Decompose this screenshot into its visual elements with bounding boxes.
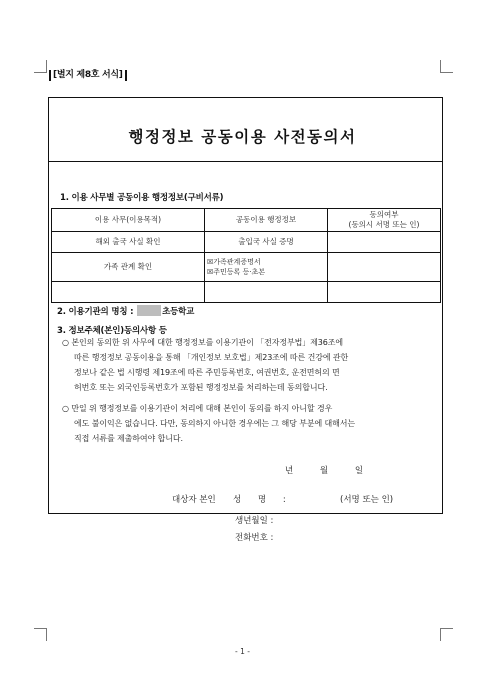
para2-line: ○ 만일 위 행정정보를 이용기관이 처리에 대해 본인이 동의를 하지 아니할 경우 — [62, 404, 333, 413]
name-label: 성 명 : — [233, 495, 286, 505]
document-title: 행정정보 공동이용 사전동의서 — [128, 128, 357, 146]
section3-heading: 3. 정보주체(본인)동의사항 등 — [57, 326, 167, 336]
table-header-row — [52, 209, 441, 232]
consent-paragraph-1 — [62, 335, 440, 395]
crop-mark-top-right — [440, 60, 453, 73]
table-row — [52, 253, 441, 282]
table-row-empty — [52, 282, 441, 303]
para2-line: 에도 불이익은 없습니다. 다만, 동의하지 아니한 경우에는 그 해당 부분에 대해서는 — [74, 419, 356, 428]
institution-label: 2. 이용기관의 명칭 : — [57, 307, 134, 317]
para2-line: 직접 서류를 제출하여야 합니다. — [74, 434, 183, 443]
crop-mark-bottom-right — [440, 628, 453, 641]
para1-line: 정보나 같은 법 시행령 제19조에 따른 주민등록번호, 여권번호, 운전면허의 면 — [74, 368, 340, 377]
header-purpose: 이용 사무(이용목적) — [52, 209, 205, 232]
date-line: 년 월 일 — [285, 466, 365, 476]
row2-document-resident-cert: ☒주민등록 등·초본 — [207, 268, 266, 276]
signature-hint: (서명 또는 인) — [340, 495, 394, 505]
row3-document-empty — [205, 282, 328, 303]
row2-document-family-cert: ☒가족관계증명서 — [207, 258, 261, 266]
row2-purpose: 가족 관계 확인 — [52, 253, 205, 282]
crop-mark-top-left — [34, 60, 47, 73]
row3-purpose-empty — [52, 282, 205, 303]
row1-purpose: 해외 출국 사실 확인 — [52, 232, 205, 253]
row1-consent-cell[interactable] — [328, 232, 441, 253]
form-label: [별지 제8호 서식] — [49, 70, 127, 81]
header-consent-line1: 동의여부 — [369, 210, 399, 219]
para1-line: 따른 행정정보 공동이용을 통해 「개인정보 보호법」제23조에 따른 건강에 관한 — [74, 353, 349, 362]
redacted-school-name — [137, 305, 161, 316]
phone-label: 전화번호 : — [235, 533, 274, 543]
institution-suffix: 초등학교 — [162, 307, 195, 317]
consent-paragraph-2 — [62, 401, 440, 446]
section2-heading — [57, 305, 194, 318]
signer-label: 대상자 본인 — [172, 495, 216, 505]
header-consent — [328, 209, 441, 232]
usage-table — [51, 208, 441, 303]
row2-documents — [205, 253, 328, 282]
row1-document: 출입국 사실 증명 — [205, 232, 328, 253]
para1-line: 허번호 또는 외국인등록번호가 포함된 행정정보를 처리하는데 동의합니다. — [74, 383, 328, 392]
para1-line: ○ 본인의 동의한 위 사무에 대한 행정정보를 이용기관이 「전자정부법」제36조에 — [62, 338, 344, 347]
section1-heading: 1. 이용 사무별 공동이용 행정정보(구비서류) — [60, 193, 224, 203]
header-shared-info: 공동이용 행정정보 — [205, 209, 328, 232]
birthdate-label: 생년월일 : — [235, 516, 274, 526]
table-row — [52, 232, 441, 253]
header-consent-line2: (동의시 서명 또는 인) — [348, 220, 420, 229]
page-number: - 1 - — [235, 647, 250, 656]
row2-consent-cell[interactable] — [328, 253, 441, 282]
title-divider — [48, 161, 443, 162]
crop-mark-bottom-left — [34, 628, 47, 641]
row3-consent-cell[interactable] — [328, 282, 441, 303]
